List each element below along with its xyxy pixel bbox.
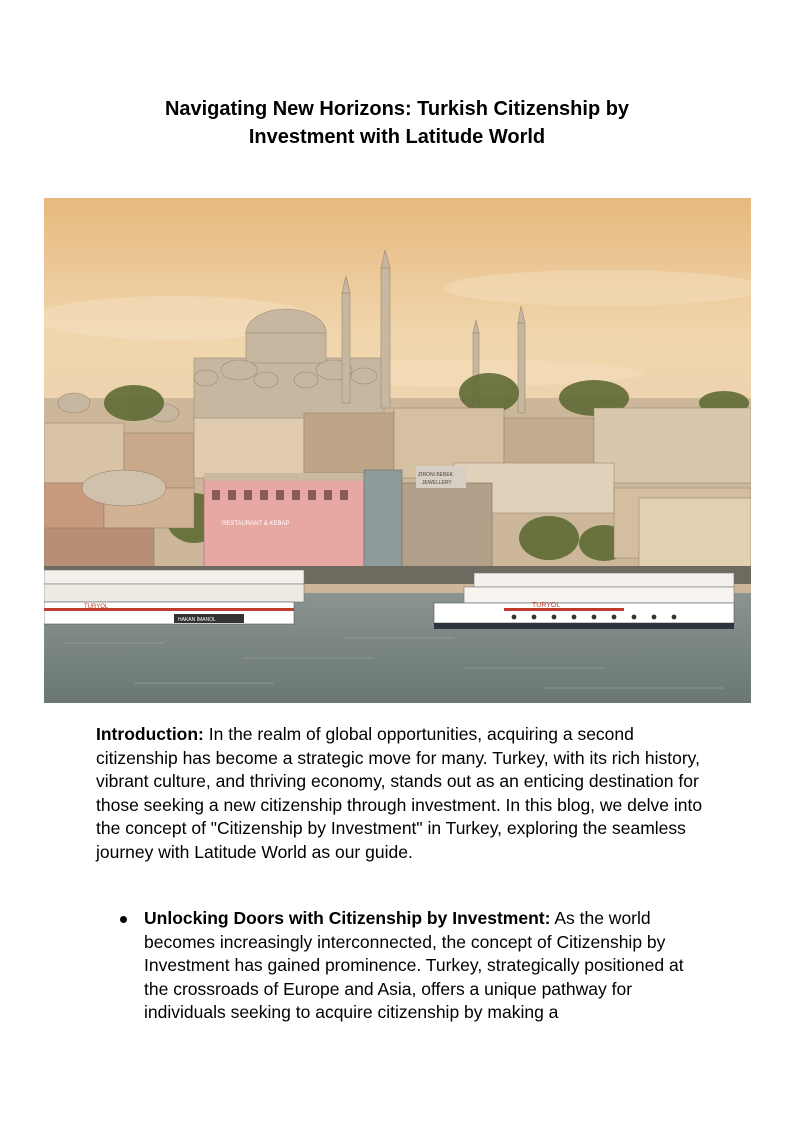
ferry-plate: HAKAN İMANOL bbox=[178, 617, 216, 623]
sign-jewellery-2: JEWELLERY bbox=[422, 480, 452, 486]
list-item bbox=[144, 907, 704, 1025]
section-heading: Unlocking Doors with Citizenship by Investment: bbox=[144, 908, 551, 928]
title-line-1: Navigating New Horizons: Turkish Citizenship by bbox=[164, 98, 630, 120]
sign-restaurant: RESTAURANT & KEBAP bbox=[222, 521, 290, 527]
section-text: As the world becomes increasingly interconnected, the concept of Citizenship by Investment has gained prominence. Turkey, strategically positioned at the crossroads of Europe and Asia, offers a unique pathway for individuals seeking to acquire citizenship by making a bbox=[144, 908, 684, 1022]
ferry-right bbox=[434, 573, 734, 629]
ferry-name: TURYOL bbox=[532, 602, 561, 609]
ferry-left bbox=[44, 570, 304, 624]
intro-label: Introduction: bbox=[96, 724, 204, 744]
page-title bbox=[100, 95, 694, 151]
sign-jewellery-1: ZIRONI BEBEK bbox=[418, 472, 454, 478]
section-list bbox=[144, 907, 704, 1025]
ferry-name-left: TURYOL bbox=[84, 604, 109, 610]
intro-text: In the realm of global opportunities, acquiring a second citizenship has become a strategic move for many. Turkey, with its rich history, vibrant culture, and thriving economy, stands out as an enticing destination for those seeking a new citizenship through investment. In this blog, we delve into the concept of "Citizenship by Investment" in Turkey, exploring the seamless journey with Latitude World as our guide. bbox=[96, 724, 703, 862]
istanbul-skyline-photo bbox=[44, 198, 751, 703]
intro-paragraph bbox=[96, 723, 716, 864]
title-line-2: Investment with Latitude World bbox=[248, 126, 546, 148]
bullet-icon bbox=[120, 916, 127, 923]
restaurant-building bbox=[204, 473, 364, 568]
